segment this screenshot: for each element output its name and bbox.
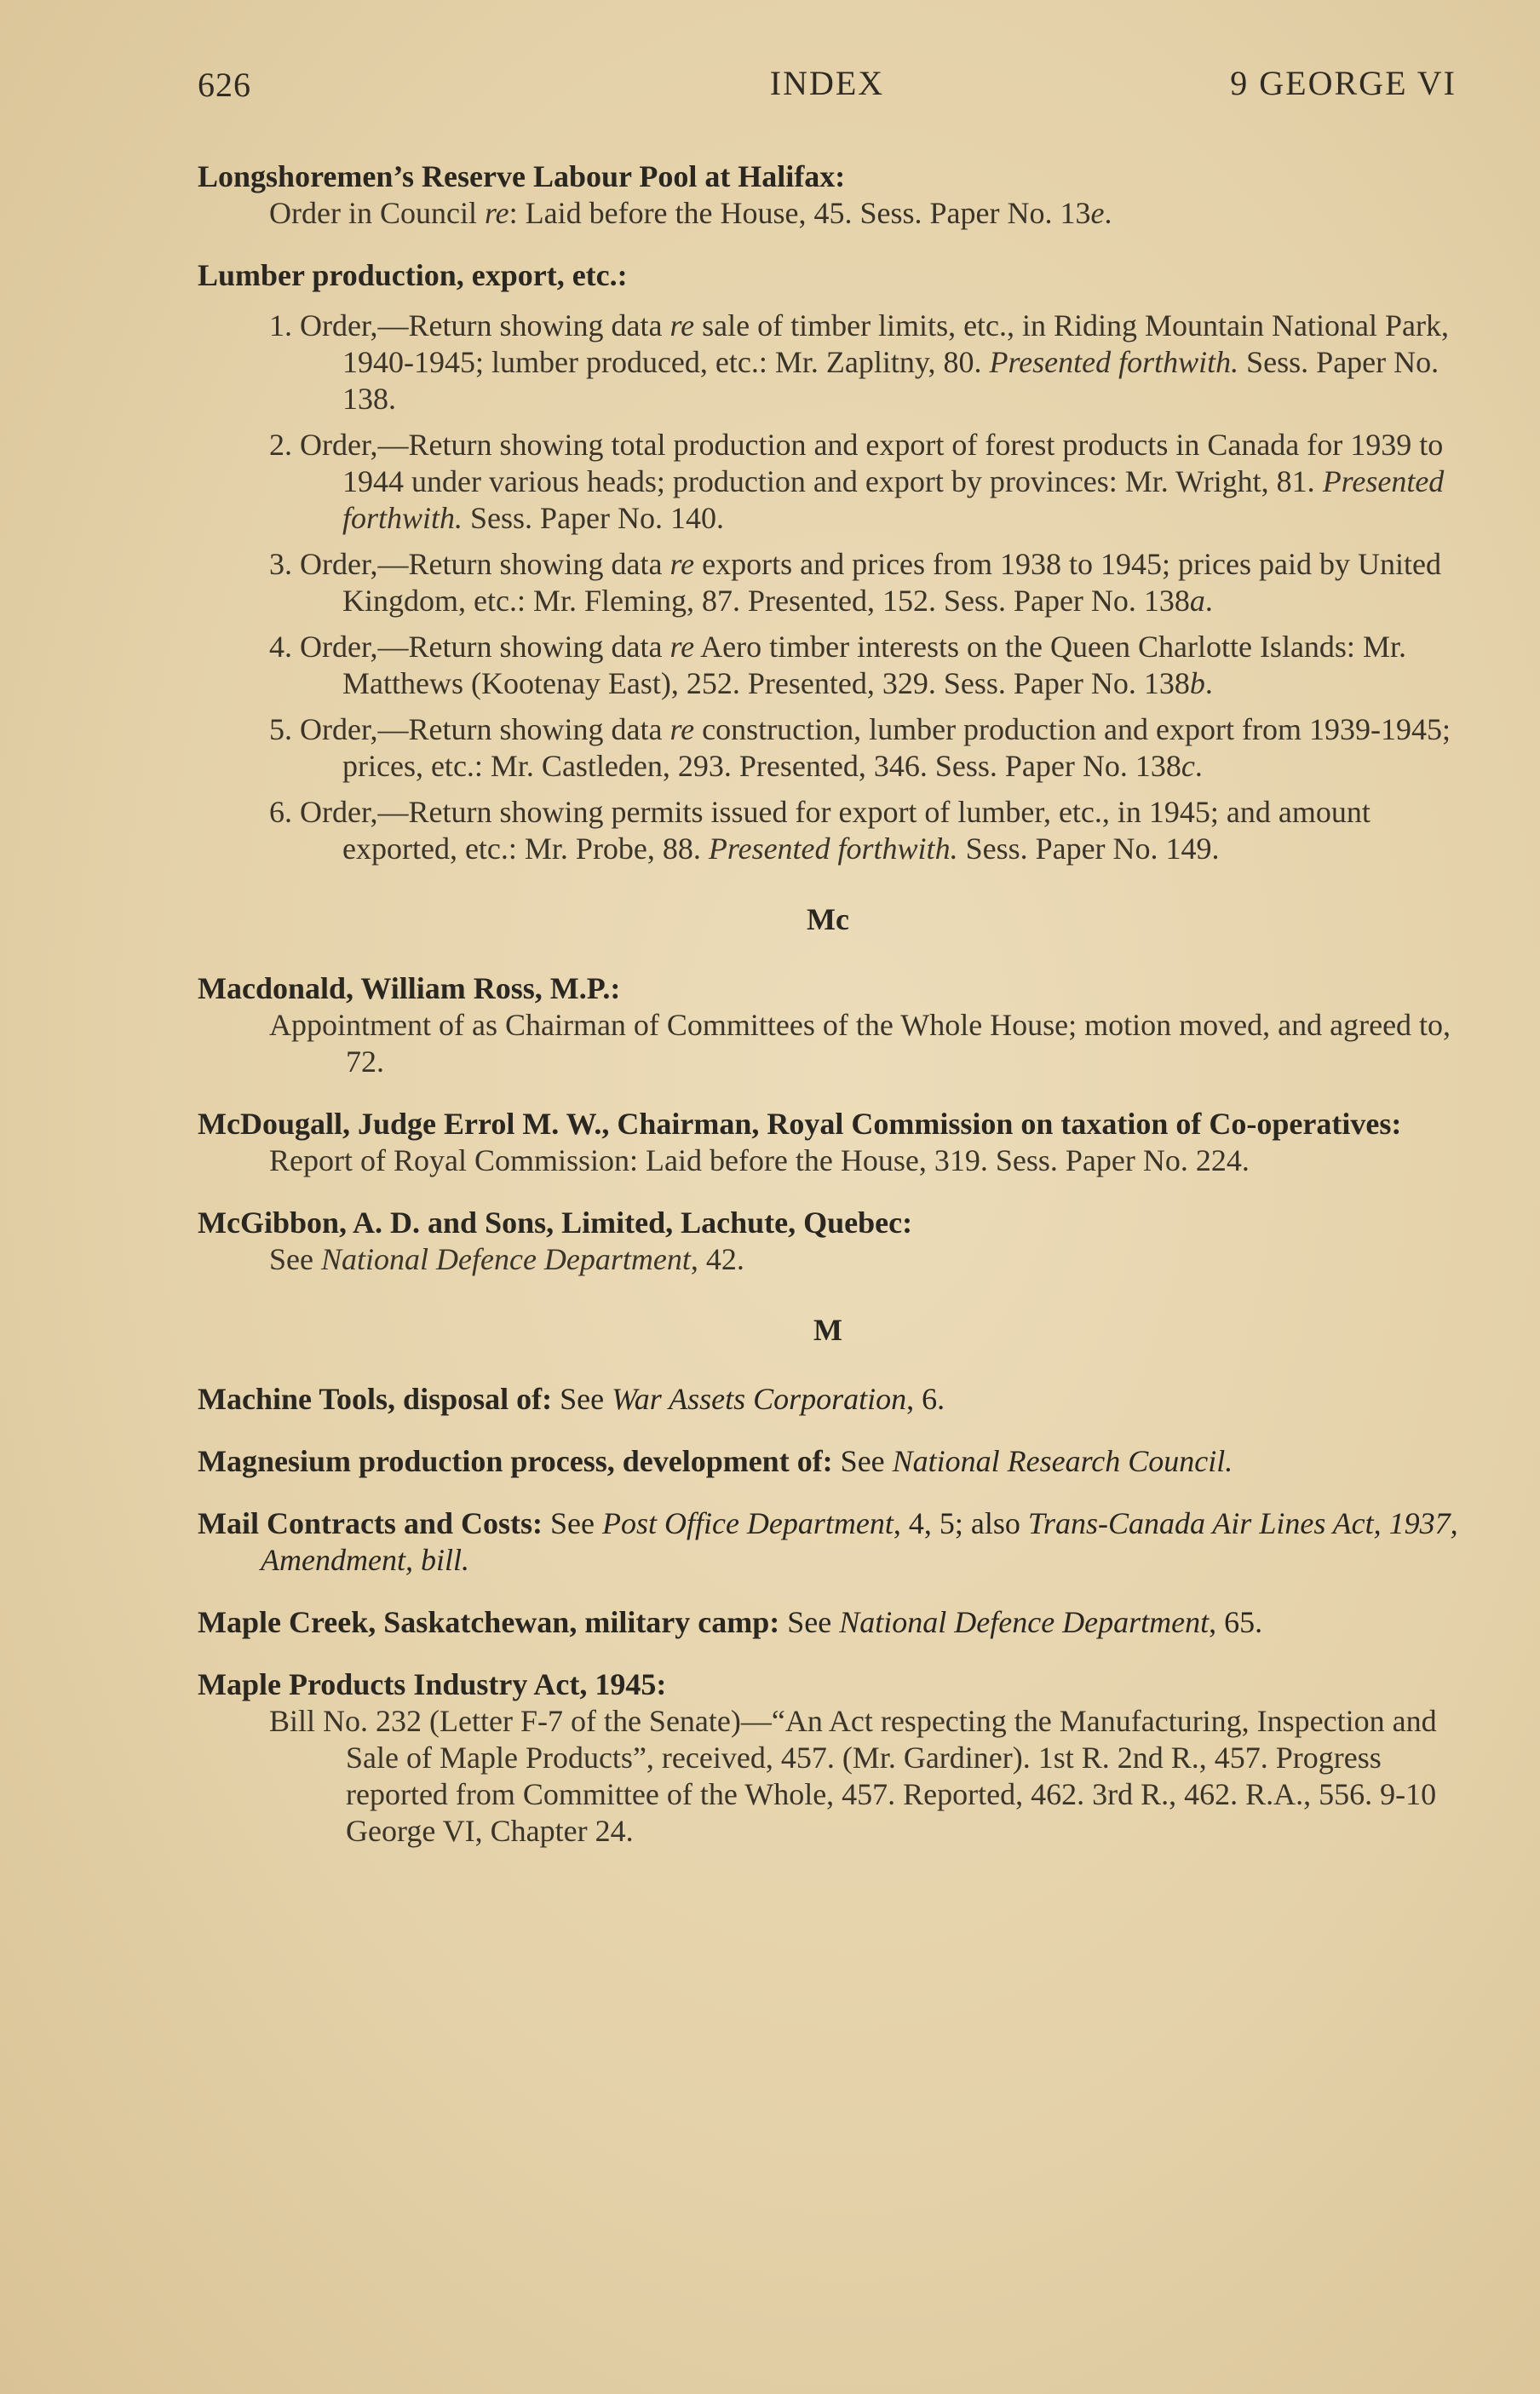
entry-heading bbox=[198, 1381, 1458, 1418]
entry-heading-text: Mail Contracts and Costs: bbox=[198, 1506, 543, 1540]
index-entries bbox=[198, 158, 1458, 1875]
entry-heading bbox=[198, 970, 1458, 1007]
index-entry bbox=[198, 970, 1458, 1080]
entry-heading-text: Magnesium production process, development of: bbox=[198, 1444, 833, 1478]
entry-subline: Appointment of as Chairman of Committees of the Whole House; motion moved, and agreed to, 72. bbox=[269, 1008, 1451, 1079]
running-head bbox=[198, 60, 1457, 111]
section-letter: Mc bbox=[807, 902, 849, 936]
entry-cross-reference: See War Assets Corporation, 6. bbox=[560, 1382, 945, 1416]
entry-heading-text: McDougall, Judge Errol M. W., Chairman, Royal Commission on taxation of Co-operatives: bbox=[198, 1107, 1402, 1141]
list-item: 1. Order,—Return showing data re sale of timber limits, etc., in Riding Mountain National Park, 1940-1945; lumber produced, etc.: Mr. Zaplitny, 80. Presented forthwith. Sess. Paper No. 138. bbox=[269, 308, 1449, 416]
entry-heading-text: Maple Products Industry Act, 1945: bbox=[198, 1667, 667, 1701]
section-letter: M bbox=[813, 1313, 842, 1347]
entry-cross-reference: See National Defence Department, 65. bbox=[787, 1605, 1263, 1639]
index-entry bbox=[198, 1604, 1458, 1641]
entry-heading-text: Macdonald, William Ross, M.P.: bbox=[198, 971, 621, 1005]
entry-heading bbox=[198, 1604, 1458, 1641]
entry-subline: Bill No. 232 (Letter F-7 of the Senate)—“An Act respecting the Manufacturing, Inspection and Sale of Maple Products”, received, 457. (Mr. Gardiner). 1st R. 2nd R., 457. Progress reported from Committee of the Whole, 457. Reported, 462. 3rd R., 462. R.A., 556. 9-10 George VI, Chapter 24. bbox=[269, 1704, 1437, 1848]
entry-heading bbox=[198, 1106, 1458, 1142]
index-entry bbox=[198, 257, 1458, 867]
entry-heading-text: Maple Creek, Saskatchewan, military camp: bbox=[198, 1605, 780, 1639]
entry-heading bbox=[198, 1205, 1458, 1241]
page-title: INDEX bbox=[769, 64, 885, 102]
entry-heading-text: McGibbon, A. D. and Sons, Limited, Lachute, Quebec: bbox=[198, 1206, 913, 1240]
index-entry bbox=[198, 1106, 1458, 1179]
entry-heading bbox=[198, 257, 1458, 294]
entry-heading bbox=[198, 1505, 1458, 1579]
list-item: 2. Order,—Return showing total production and export of forest products in Canada for 1939 to 1944 under various heads; production and export by provinces: Mr. Wright, 81. Presented forthwith. Sess. Paper No. 140. bbox=[269, 428, 1445, 535]
list-item: 5. Order,—Return showing data re construction, lumber production and export from 1939-1945; prices, etc.: Mr. Castleden, 293. Presented, 346. Sess. Paper No. 138c. bbox=[269, 712, 1451, 783]
entry-heading bbox=[198, 1443, 1458, 1480]
entry-subline: Order in Council re: Laid before the House, 45. Sess. Paper No. 13e. bbox=[269, 196, 1112, 230]
entry-subline: Report of Royal Commission: Laid before the House, 319. Sess. Paper No. 224. bbox=[269, 1143, 1250, 1177]
entry-heading bbox=[198, 1666, 1458, 1703]
entry-subline: See National Defence Department, 42. bbox=[269, 1242, 744, 1276]
index-entry bbox=[198, 1505, 1458, 1579]
entry-heading-text: Machine Tools, disposal of: bbox=[198, 1382, 553, 1416]
index-entry bbox=[198, 1666, 1458, 1850]
page-number: 626 bbox=[198, 66, 251, 104]
index-entry bbox=[198, 158, 1458, 232]
list-item: 6. Order,—Return showing permits issued for export of lumber, etc., in 1945; and amount exported, etc.: Mr. Probe, 88. Presented forthwith. Sess. Paper No. 149. bbox=[269, 795, 1370, 866]
list-item: 3. Order,—Return showing data re exports and prices from 1938 to 1945; prices paid by United Kingdom, etc.: Mr. Fleming, 87. Presented, 152. Sess. Paper No. 138a. bbox=[269, 547, 1441, 618]
entry-heading bbox=[198, 158, 1458, 195]
regnal-year: 9 GEORGE VI bbox=[1230, 64, 1457, 102]
index-entry bbox=[198, 1381, 1458, 1418]
index-entry bbox=[198, 1205, 1458, 1278]
list-item: 4. Order,—Return showing data re Aero timber interests on the Queen Charlotte Islands: Mr. Matthews (Kootenay East), 252. Presented, 329. Sess. Paper No. 138b. bbox=[269, 630, 1406, 700]
entry-cross-reference: See National Research Council. bbox=[840, 1444, 1233, 1478]
entry-heading-text: Longshoremen’s Reserve Labour Pool at Halifax: bbox=[198, 159, 846, 193]
entry-cross-reference: See Post Office Department, 4, 5; also Trans-Canada Air Lines Act, 1937, Amendment, bill. bbox=[261, 1506, 1458, 1577]
entry-items bbox=[198, 308, 1458, 867]
entry-heading-text: Lumber production, export, etc.: bbox=[198, 258, 628, 292]
index-entry bbox=[198, 1443, 1458, 1480]
